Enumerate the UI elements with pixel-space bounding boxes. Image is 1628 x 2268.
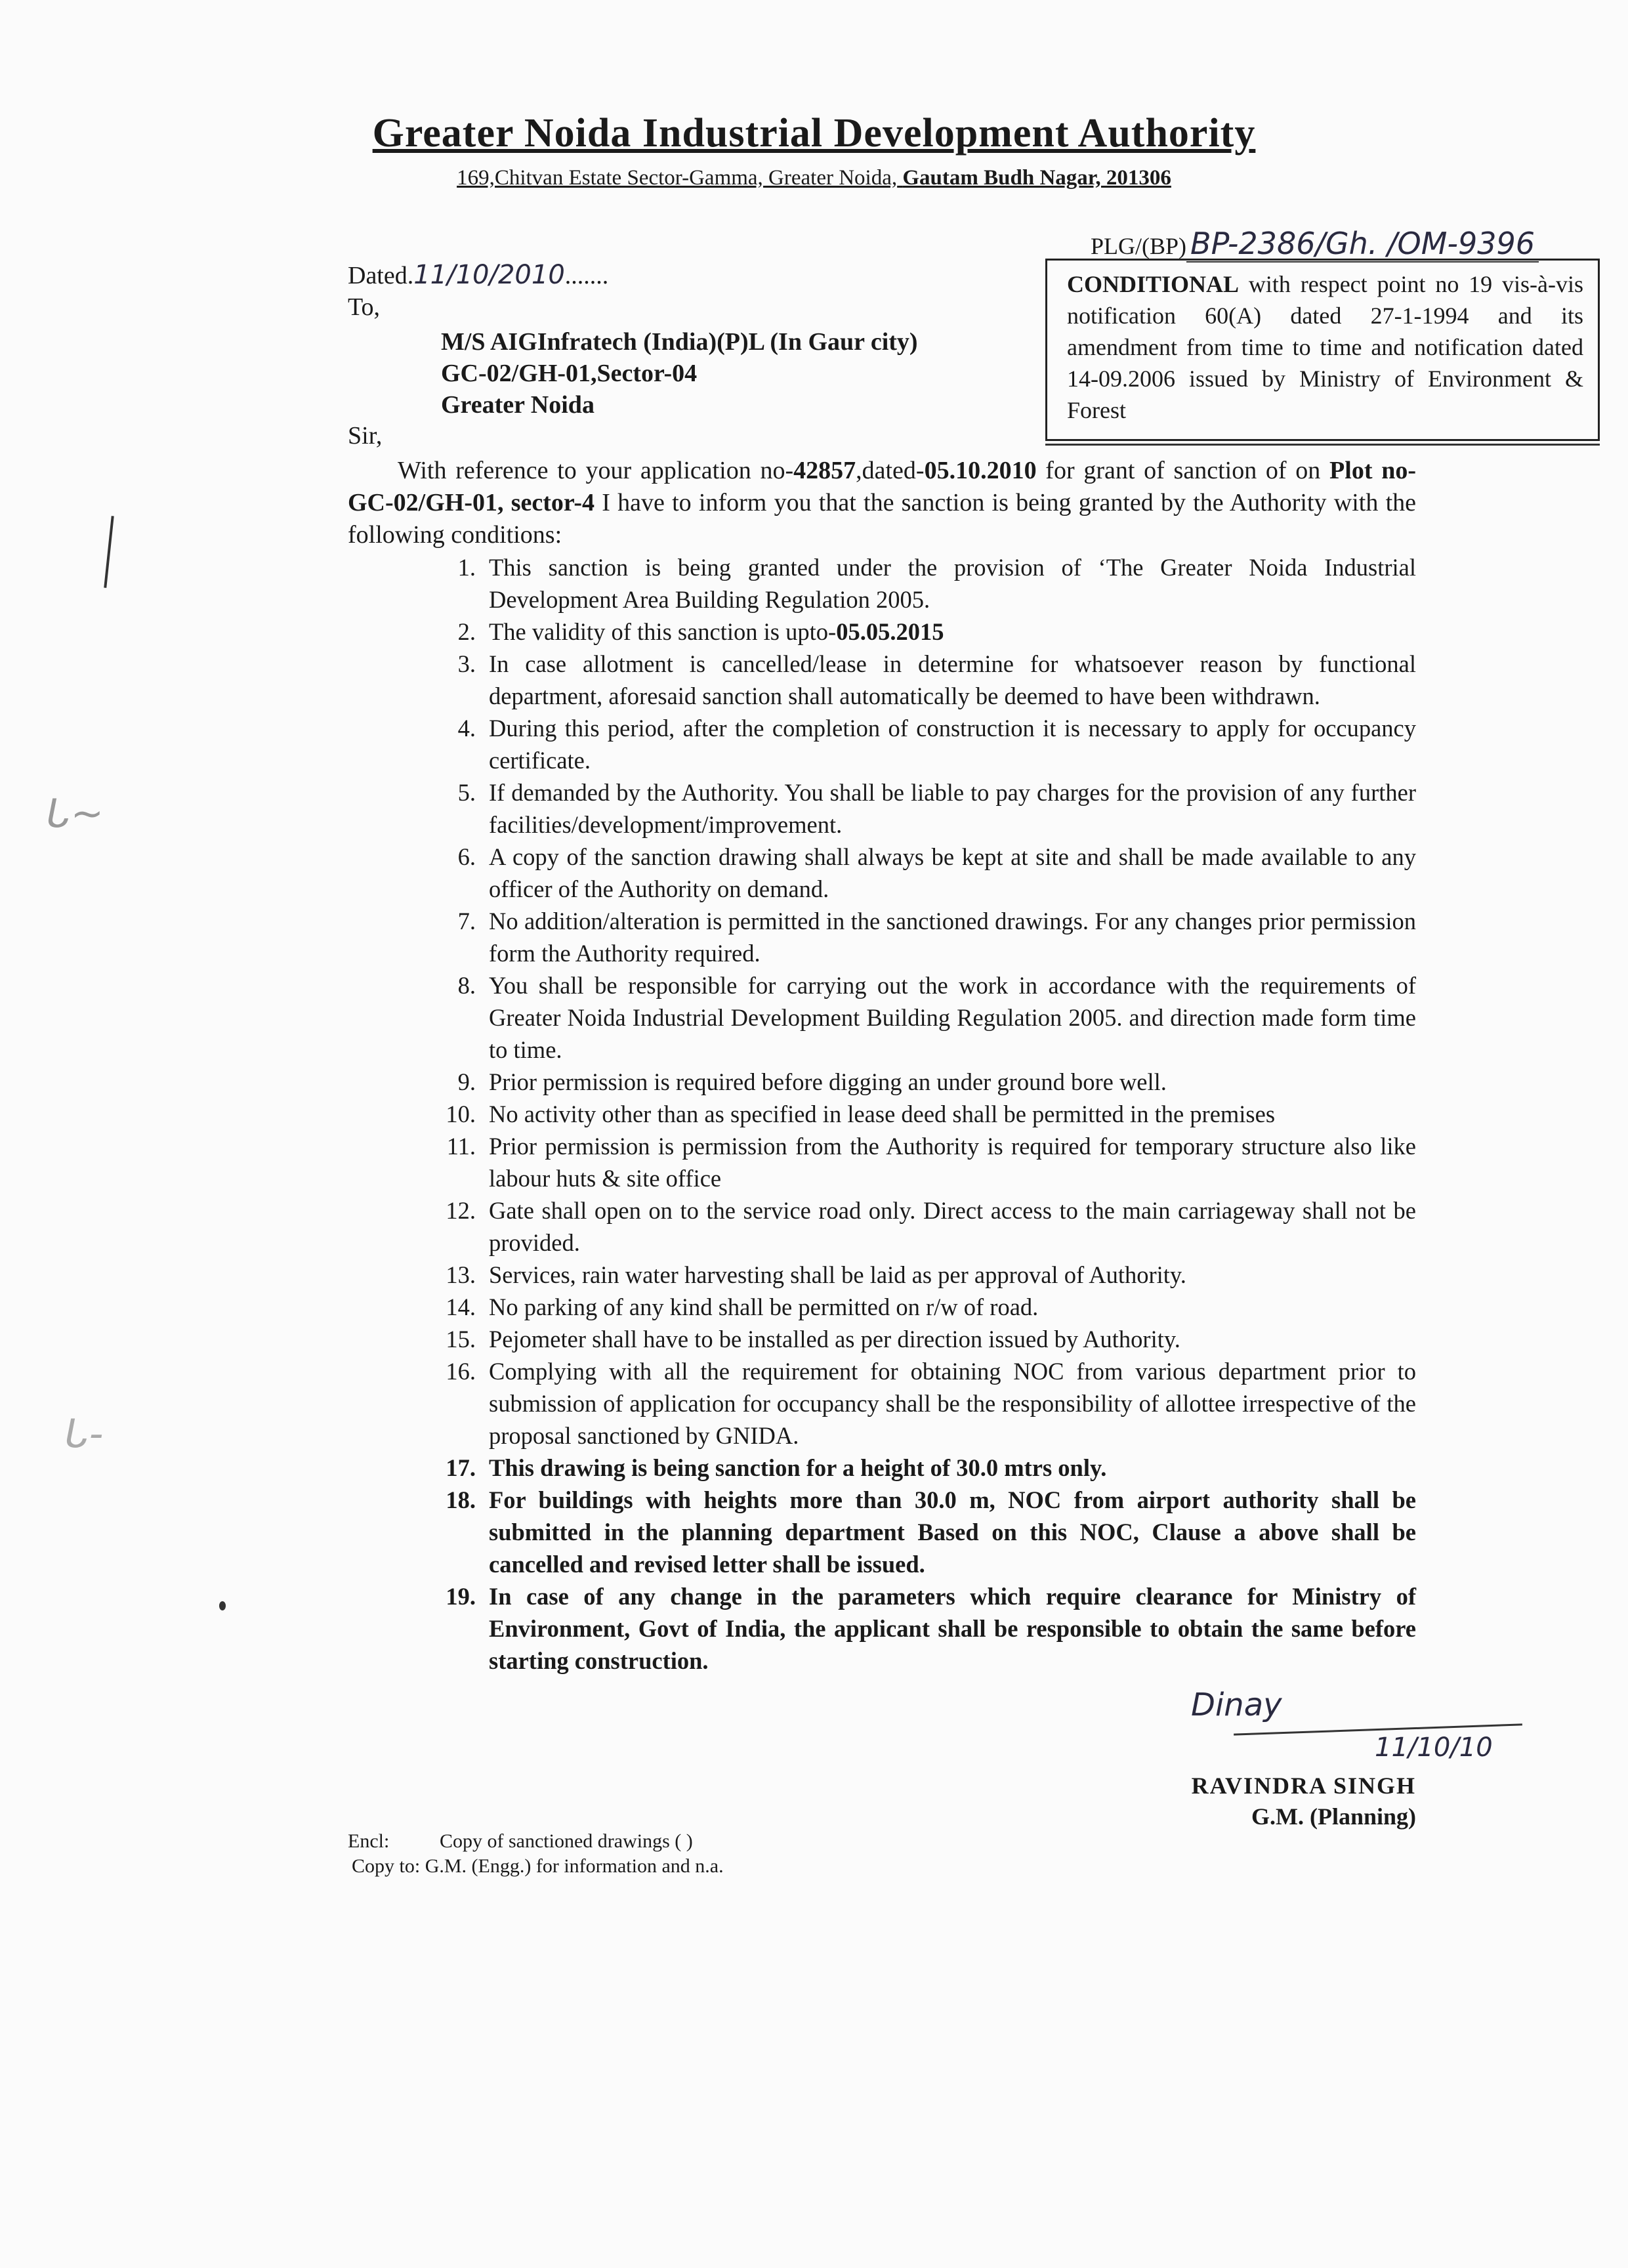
- condition-number: 1.: [457, 554, 476, 581]
- condition-text: Complying with all the requirement for obtaining NOC from various department prior to submission of application for occupancy shall be the responsibility of allottee irrespective of the proposal sanctioned by GNIDA.: [489, 1358, 1416, 1449]
- dated-handwritten: 11/10/2010: [413, 260, 565, 290]
- condition-item: [428, 1323, 1416, 1355]
- condition-item: [428, 1066, 1416, 1098]
- enclosure-text: Copy of sanctioned drawings ( ): [440, 1830, 693, 1852]
- condition-text: In case allotment is cancelled/lease in determine for whatsoever reason by functional department, aforesaid sanction shall automatically be deemed to have been withdrawn.: [489, 650, 1416, 709]
- addressee-line-2: GC-02/GH-01,Sector-04: [441, 360, 698, 387]
- condition-item: [428, 1580, 1416, 1677]
- box-underline: [1045, 444, 1600, 446]
- reference-number: [1091, 226, 1539, 261]
- application-date: 05.10.2010: [924, 457, 1037, 484]
- condition-number: 6.: [457, 843, 476, 870]
- condition-number: 2.: [457, 618, 476, 645]
- condition-number: 12.: [446, 1197, 476, 1224]
- condition-text: Prior permission is permission from the Authority is required for temporary structure also like labour huts & site office: [489, 1133, 1416, 1192]
- salutation: Sir,: [348, 422, 383, 450]
- condition-number: 3.: [457, 650, 476, 677]
- conditional-lead: CONDITIONAL: [1067, 271, 1240, 297]
- condition-text: This sanction is being granted under the provision of ‘The Greater Noida Industrial Development Area Building Regulation 2005.: [489, 554, 1416, 613]
- condition-number: 8.: [457, 972, 476, 999]
- signatory-name: RAVINDRA SINGH: [1191, 1773, 1416, 1799]
- reference-handwritten: BP-2386/Gh. /OM-9396: [1186, 226, 1539, 262]
- condition-item: [428, 648, 1416, 712]
- intro-text-1: With reference to your application no-: [398, 457, 794, 484]
- condition-text: No activity other than as specified in lease deed shall be permitted in the premises: [489, 1101, 1276, 1127]
- condition-text: Pejometer shall have to be installed as per direction issued by Authority.: [489, 1326, 1180, 1353]
- condition-item: [428, 841, 1416, 905]
- condition-number: 4.: [457, 715, 476, 742]
- enclosure-label: Encl:: [348, 1830, 390, 1852]
- margin-scribble: ᒐ-: [64, 1411, 104, 1457]
- margin-pen-stroke: [104, 516, 114, 588]
- signature-date: 11/10/10: [1375, 1732, 1493, 1763]
- condition-item: [428, 905, 1416, 969]
- address-plain: 169,Chitvan Estate Sector-Gamma, Greater Noida,: [457, 166, 898, 190]
- condition-number: 19.: [446, 1583, 476, 1610]
- plot-number: Plot no- GC-02/GH-01, sector-4: [348, 457, 1416, 516]
- condition-number: 11.: [446, 1133, 476, 1160]
- condition-number: 5.: [457, 779, 476, 806]
- copy-to-text: G.M. (Engg.) for information and n.a.: [425, 1855, 724, 1877]
- condition-number: 18.: [446, 1486, 476, 1513]
- condition-text: You shall be responsible for carrying out the work in accordance with the requirements of Greater Noida Industrial Development Building Regulation 2005. and direction made form time to time.: [489, 972, 1416, 1063]
- signature-scrawl: Dinay: [1191, 1687, 1282, 1723]
- addressee-line-1: M/S AIGInfratech (India)(P)L (In Gaur city): [441, 328, 918, 356]
- ink-dot: [219, 1601, 226, 1610]
- condition-number: 10.: [446, 1101, 476, 1127]
- condition-item: [428, 1130, 1416, 1194]
- condition-item: [428, 1484, 1416, 1580]
- condition-item: [428, 1259, 1416, 1291]
- addressee-line-3: Greater Noida: [441, 391, 595, 419]
- condition-item: [428, 1098, 1416, 1130]
- condition-text: No parking of any kind shall be permitted on r/w of road.: [489, 1293, 1039, 1320]
- condition-text: The validity of this sanction is upto-: [489, 618, 837, 645]
- condition-bold-tail: 05.05.2015: [836, 618, 944, 645]
- condition-item: [428, 776, 1416, 841]
- intro-text-2: ,dated-: [856, 457, 925, 484]
- intro-text-3: for grant of sanction of on: [1036, 457, 1330, 484]
- condition-text: This drawing is being sanction for a height of 30.0 mtrs only.: [489, 1454, 1107, 1481]
- condition-text: No addition/alteration is permitted in the sanctioned drawings. For any changes prior permission form the Authority required.: [489, 908, 1416, 967]
- conditions-list: [428, 551, 1416, 1677]
- conditional-text: with respect point no 19 vis-à-vis notification 60(A) dated 27-1-1994 and its amendment from time to time and notification dated 14-09.2006 issued by Ministry of Environment & Forest: [1067, 271, 1583, 423]
- condition-number: 15.: [446, 1326, 476, 1353]
- condition-item: [428, 1355, 1416, 1452]
- condition-text: For buildings with heights more than 30.0 m, NOC from airport authority shall be submitted in the planning department Based on this NOC, Clause a above shall be cancelled and revised letter shall be issued.: [489, 1486, 1416, 1578]
- condition-number: 17.: [446, 1454, 476, 1481]
- margin-scribble: ᒐ~: [46, 791, 104, 837]
- copy-to-line: [352, 1855, 724, 1878]
- authority-title: Greater Noida Industrial Development Authority: [372, 111, 1256, 156]
- dated-dots: .......: [564, 262, 609, 289]
- condition-text: A copy of the sanction drawing shall always be kept at site and shall be made available to any officer of the Authority on demand.: [489, 843, 1416, 902]
- condition-number: 9.: [457, 1068, 476, 1095]
- dated-line: [348, 260, 608, 290]
- condition-number: 16.: [446, 1358, 476, 1385]
- reference-prefix: PLG/(BP): [1091, 233, 1187, 259]
- condition-item: [428, 616, 1416, 648]
- address-bold: Gautam Budh Nagar, 201306: [902, 166, 1171, 190]
- intro-text-4: I have to inform you that the sanction is being granted by the Authority with the following conditions:: [348, 489, 1416, 549]
- condition-item: [428, 969, 1416, 1066]
- condition-number: 13.: [446, 1261, 476, 1288]
- intro-paragraph: [348, 455, 1416, 551]
- condition-number: 14.: [446, 1293, 476, 1320]
- condition-text: In case of any change in the parameters which require clearance for Ministry of Environment, Govt of India, the applicant shall be responsible to obtain the same before starting construction.: [489, 1583, 1416, 1674]
- conditional-notice-box: [1045, 259, 1600, 441]
- condition-text: Gate shall open on to the service road only. Direct access to the main carriageway shall not be provided.: [489, 1197, 1416, 1256]
- condition-number: 7.: [457, 908, 476, 934]
- authority-address: [0, 166, 1628, 190]
- condition-item: [428, 551, 1416, 616]
- condition-item: [428, 712, 1416, 776]
- to-label: To,: [348, 293, 381, 321]
- condition-text: Prior permission is required before digging an under ground bore well.: [489, 1068, 1167, 1095]
- enclosure-line: [348, 1830, 693, 1853]
- condition-text: Services, rain water harvesting shall be laid as per approval of Authority.: [489, 1261, 1186, 1288]
- copy-to-label: Copy to:: [352, 1855, 421, 1877]
- condition-text: During this period, after the completion of construction it is necessary to apply for occupancy certificate.: [489, 715, 1416, 774]
- condition-item: [428, 1194, 1416, 1259]
- condition-item: [428, 1291, 1416, 1323]
- dated-label: Dated.: [348, 262, 414, 289]
- condition-text: If demanded by the Authority. You shall be liable to pay charges for the provision of any further facilities/development/improvement.: [489, 779, 1416, 838]
- signatory-designation: G.M. (Planning): [1251, 1803, 1416, 1830]
- application-number: 42857: [793, 457, 856, 484]
- condition-item: [428, 1452, 1416, 1484]
